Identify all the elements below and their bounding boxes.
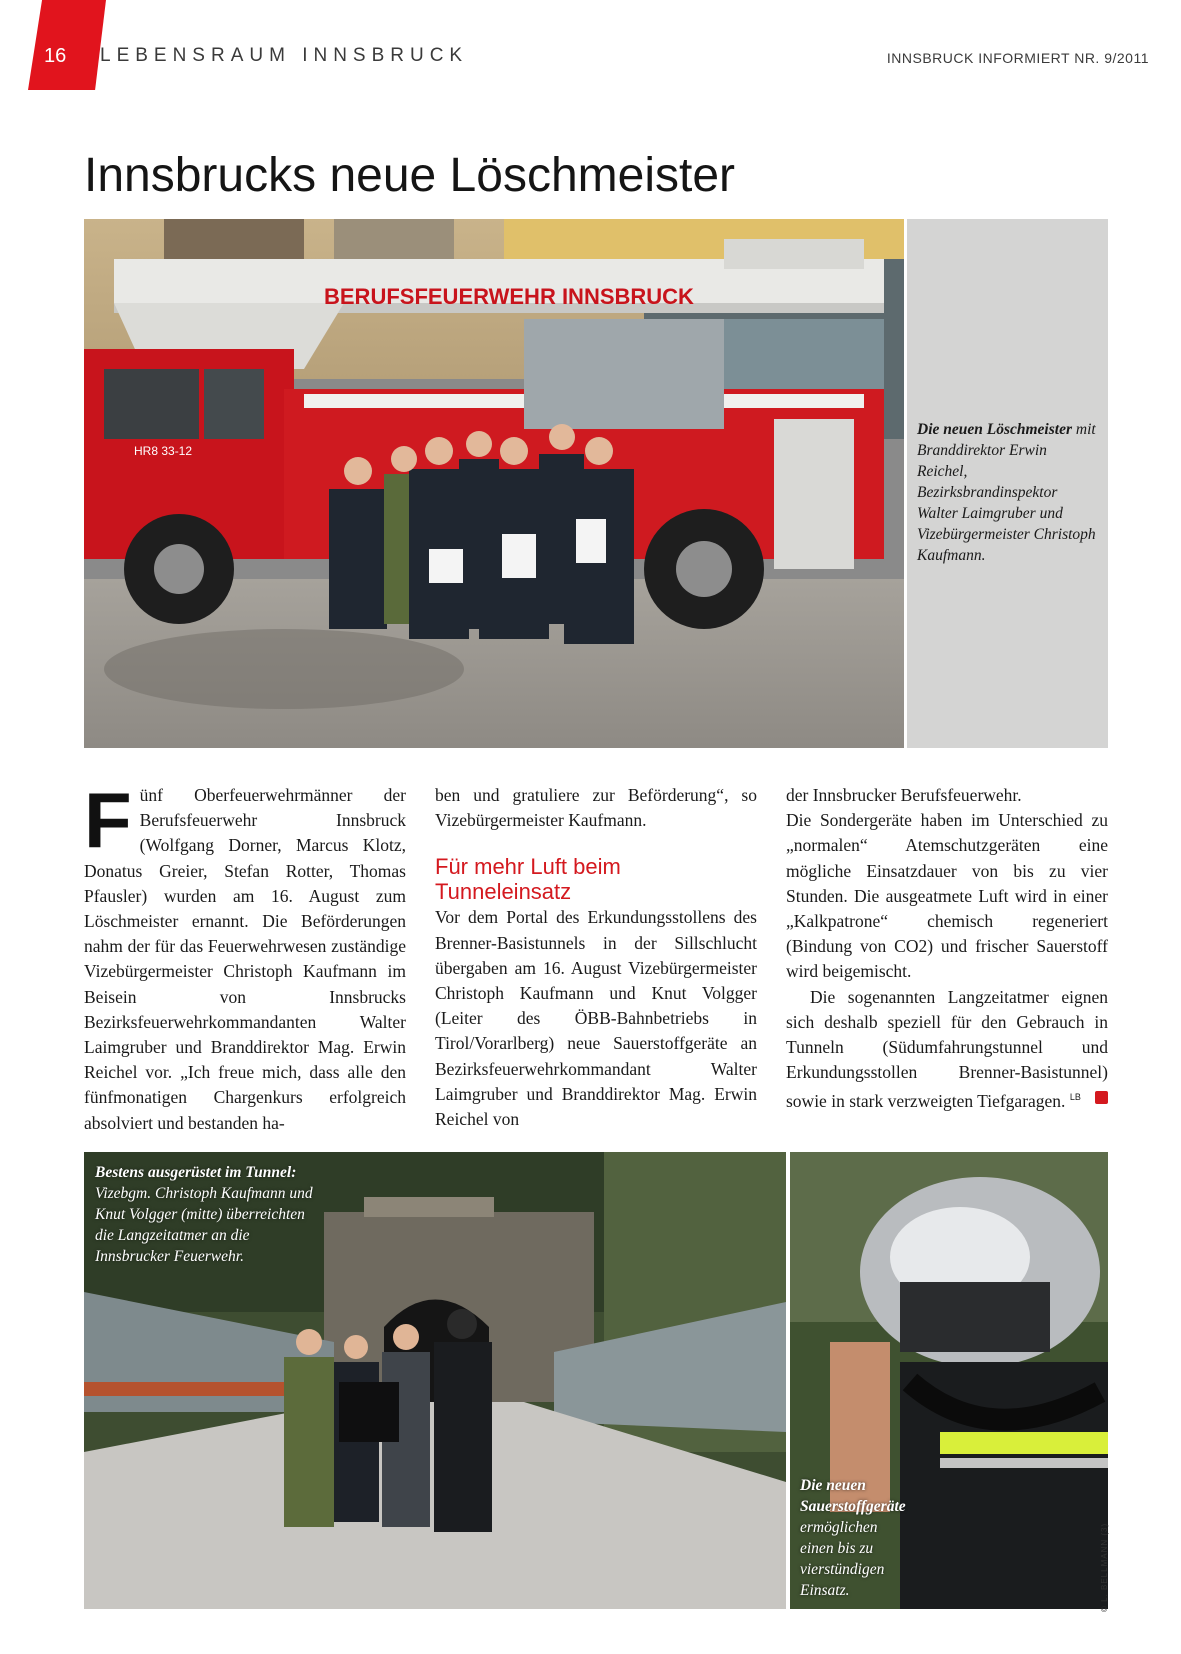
top-photo-caption-bold: Die neuen Löschmeister	[917, 421, 1072, 438]
issue-label: INNSBRUCK INFORMIERT NR. 9/2011	[886, 50, 1149, 66]
column-2-text: Vor dem Portal des Erkundungsstollens des Brenner-Basistunnels in der Sillschlucht übergaben am 16. August Vizebürgermeister Christoph Kaufmann und Knut Volgger (Leiter des ÖBB-Bahnbetriebs in Tirol/Vorarlberg) neue Sauerstoffgeräte an Bezirksfeuerwehrkommandant Walter Laimgruber und Branddirektor Mag. Erwin Reichel von	[435, 907, 757, 1130]
top-photo-caption	[917, 419, 1100, 566]
page-number: 16	[44, 45, 67, 67]
column-1-text: ünf Oberfeuerwehrmänner der Berufsfeuerwehr Innsbruck (Wolfgang Dorner, Marcus Klotz, Donatus Greier, Stefan Rotter, Thomas Pfausler) wurden am 16. August zum Löschmeister ernannt. Die Beförderungen nahm der für das Feuerwehrwesen zuständige Vizebürgermeister Christoph Kaufmann im Beisein von Innsbrucks Bezirksfeuerwehrkommandanten Walter Laimgruber und Branddirektor Mag. Erwin Reichel vor. „Ich freue mich, dass alle den fünfmonatigen Chargenkurs erfolgreich absolviert und bestanden ha-	[84, 785, 406, 1133]
top-photo-caption-box	[907, 219, 1108, 748]
top-photo-caption-text: mit Branddirektor Erwin Reichel, Bezirksbrandinspektor Walter Laimgruber und Vizebürgermeister Christoph Kaufmann.	[917, 421, 1096, 564]
article-column-2	[435, 783, 757, 1132]
column-3-paragraph-3	[786, 985, 1108, 1115]
tunnel-caption-text: Vizebgm. Christoph Kaufmann und Knut Volgger (mitte) überreichten die Langzeitatmer an die Innsbrucker Feuerwehr.	[95, 1185, 313, 1265]
helmet-photo-caption	[800, 1475, 910, 1601]
article-column-1	[84, 776, 406, 1136]
column-3-paragraph-1: der Innsbrucker Berufsfeuerwehr.	[786, 785, 1022, 805]
article-column-3	[786, 783, 1108, 1114]
section-title: LEBENSRAUM INNSBRUCK	[100, 45, 469, 66]
author-initials: LB	[1069, 1092, 1081, 1103]
column-3-paragraph-2: Die Sondergeräte haben im Unterschied zu „normalen“ Atemschutzgeräten eine mögliche Einsatzdauer von bis zu vier Stunden. Die ausgeatmete Luft wird in einer „Kalkpatrone“ chemisch regeneriert (Bindung von CO2) und frischer Sauerstoff wird beigemischt.	[786, 810, 1108, 982]
truck-plate: HR8 33-12	[134, 444, 193, 458]
fire-truck-group-photo	[84, 219, 904, 748]
photo-credit: © L. BELLMANN (3)	[1100, 1522, 1109, 1612]
tunnel-photo-caption	[95, 1162, 325, 1267]
article-headline: Innsbrucks neue Löschmeister	[84, 149, 735, 202]
page-number-tab	[28, 0, 106, 90]
helmet-caption-text: ermöglichen einen bis zu vierstündigen Einsatz.	[800, 1519, 885, 1599]
subheading: Für mehr Luft beim Tunneleinsatz	[435, 854, 621, 905]
helmet-caption-bold: Die neuen Sauerstoffgeräte	[800, 1477, 906, 1515]
end-mark-icon	[1095, 1091, 1108, 1104]
drop-cap: F	[84, 776, 132, 864]
column-3-paragraph-3-text: Die sogenannten Langzeitatmer eignen sich deshalb speziell für den Gebrauch in Tunneln (Südumfahrungstunnel und Erkundungsstollen Brenner-Basistunnel) sowie in stark verzweigten Tiefgaragen.	[786, 986, 1108, 1112]
column-2-intro: ben und gratuliere zur Beförderung“, so Vizebürgermeister Kaufmann.	[435, 785, 757, 831]
truck-lettering: BERUFSFEUERWEHR INNSBRUCK	[324, 284, 694, 309]
tunnel-caption-bold: Bestens ausgerüstet im Tunnel:	[95, 1164, 297, 1181]
